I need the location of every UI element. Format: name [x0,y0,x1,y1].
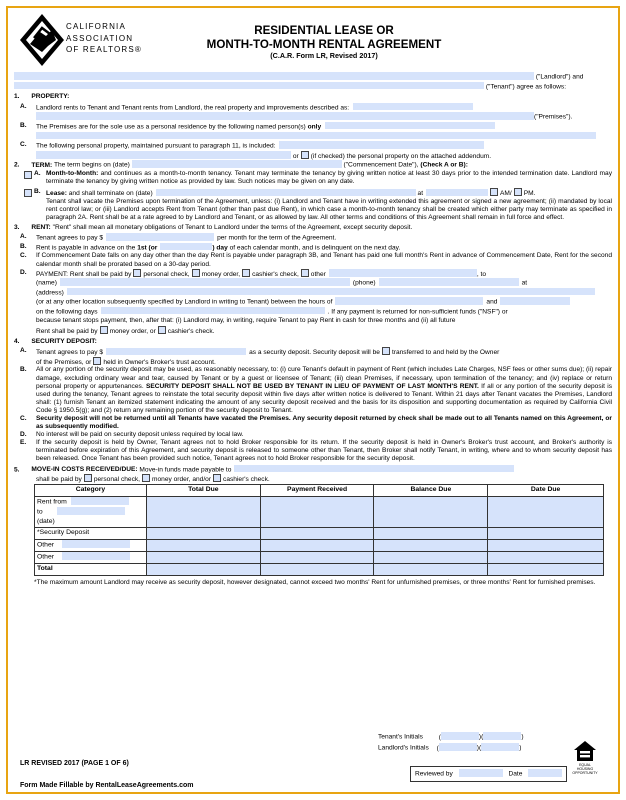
payment-days-field[interactable] [101,307,325,315]
lease-end-time-field[interactable] [426,189,488,197]
deposit-b-bold: SECURITY DEPOSIT SHALL NOT BE USED BY TENANT IN LIEU OF PAYMENT OF LAST MONTH'S RENT. [143,382,479,390]
other-payment-field[interactable] [329,269,477,277]
check-ab-label: (Check A or B): [420,161,468,169]
table-row [35,497,604,528]
tenant-initials-label: Tenant's Initials [378,733,423,741]
am-label: AM/ [500,190,512,197]
fillable-credit: Form Made Fillable by RentalLeaseAgreements.com [20,782,194,789]
rent-d [14,269,612,336]
other1-date-due[interactable] [488,539,604,551]
other2-balance-due[interactable] [374,551,488,563]
equal-housing-icon [573,740,597,762]
property-a [14,103,612,122]
rent-c [14,252,612,268]
deposit-a-mid: as a security deposit. Security deposit will be [249,349,380,357]
first-label: 1st (or [137,244,158,252]
deposit-c-text: Security deposit will not be returned until all Tenants have vacated the Premises. Any security deposit returned by check shall be made out to all Tenants named on this Agreement, or as subsequently modified. [36,414,612,430]
transfer-owner-label: transferred to and held by the Owner [391,349,500,357]
equal-housing-logo [572,740,598,775]
other2-cell [35,551,147,563]
para-letter: A. [34,169,41,177]
rent-heading [14,224,612,234]
tenant-initials-1-field[interactable] [438,732,479,741]
landlord-initials-label: Landlord's Initials [378,744,429,752]
rent-from-cell [35,497,147,528]
movein-cashiers-checkbox[interactable] [213,474,221,482]
address-label: (address) [36,289,64,297]
cashiers-check-label: cashier's check. [223,476,270,484]
personal-check-label: personal check, [143,270,190,278]
money-order-label: money order, or [109,328,156,336]
personal-check-checkbox[interactable] [133,269,141,277]
term-start-field[interactable] [132,160,342,168]
section-title: PROPERTY: [31,93,70,101]
other1-field[interactable] [62,540,130,548]
col-balance-due: Balance Due [374,485,488,497]
title-line1: RESIDENTIAL LEASE OR [254,24,394,37]
rent-total-due[interactable] [146,497,260,528]
deposit-heading [14,338,612,348]
section-title: RENT: [31,223,51,231]
landlord-name-field[interactable] [14,72,534,80]
deposit-balance-due[interactable] [374,527,488,539]
broker-trust-label: held in Owner's Broker's trust account. [103,358,216,366]
association-line1: CALIFORNIA [66,22,127,31]
para-letter: A. [20,102,27,110]
reviewed-by-label: Reviewed by [415,770,453,778]
form-code: (C.A.R. Form LR, Revised 2017) [270,51,378,61]
hours-end-field[interactable] [500,297,570,305]
rent-day-field[interactable] [160,243,212,251]
pm-checkbox[interactable] [514,188,522,196]
term-a [14,170,612,186]
future-money-order-checkbox[interactable] [100,326,108,334]
landlord-initials-2-field[interactable] [481,743,522,752]
money-order-label: money order, [201,270,241,278]
property-b [14,122,612,141]
revision-label: LR REVISED 2017 (PAGE 1 OF 6) [20,760,129,767]
deposit-b-text2: If all or any portion of the security deposit is used during the tenancy, Tenant agrees to reinstate the total security deposit within five days after written notice is delivered to Tenant. Within 21 days after Tenant vacates the Premises, Landlord shall: (1) furnish Tenant an itemized statement indicating the amount of any security deposit received and the basis for its disposition and supporting documentation as required by California Civil Code § 1950.5(g); and (2) return any remaining portion of the security deposit to Tenant. [36,382,612,414]
grand-date-due[interactable] [488,563,604,575]
rent-b-post: of each calendar month, and is delinquent on the next day. [227,244,401,252]
only-label: only [307,123,322,131]
commencement-label: ("Commencement Date"), [343,161,419,169]
tenant-label: ("Tenant") agree as follows: [485,83,567,91]
lease-text: and shall terminate on (date) [66,190,153,197]
table-header-row [35,485,604,497]
form-title [174,24,474,61]
property-c [14,141,612,160]
lease-checkbox[interactable] [24,189,32,197]
other-label: Other [37,541,54,549]
deposit-b [14,366,612,414]
para-letter: E. [20,438,27,446]
col-date-due: Date Due [488,485,604,497]
deposit-e-text: If the security deposit is held by Owner, Tenant agrees not to hold Broker responsible for its return. If the security deposit is held in Owner's Broker's trust account, and Broker's authority is terminated before expiration of this Agreement, and security deposit is released to someone other than Tenant, then Broker shall notify Tenant, in writing, where and to whom security deposit has been released. Once Tenant has been provided such notice, Tenant agrees not to hold Broker responsible for the security deposit. [36,438,612,462]
property-address-field[interactable] [353,103,473,111]
month-to-month-text: and continues as a month-to-month tenancy. Tenant may terminate the tenancy by giving written notice at least 30 days prior to the intended termination date. Landlord may terminate the tenancy by giving written notice as provided by law. Such notices may be given on any date. [46,169,612,185]
para-letter: B. [20,242,27,250]
paren: )( [476,744,482,752]
other-label: Other [37,553,54,561]
rent-to-field[interactable] [57,507,125,515]
total-cell: Total [35,563,147,575]
lease-end-date-field[interactable] [156,189,416,197]
days-label: on the following days [36,308,98,316]
premises-label: ("Premises"). [534,113,573,121]
paren: ) [519,744,522,752]
association-line3: OF REALTORS® [66,45,143,55]
deposit-a-text: Tenant agrees to pay $ [36,349,104,357]
personal-check-label: personal check, [93,476,141,484]
section-title: MOVE-IN COSTS RECEIVED/DUE: [31,466,138,474]
addendum-text: (if checked) the personal property on the attached addendum. [310,152,492,160]
landlord-initials-row [378,743,524,754]
money-order-checkbox[interactable] [192,269,200,277]
rent-balance-due[interactable] [374,497,488,528]
para-letter: B. [34,188,41,195]
movein-payment-row [14,474,612,484]
property-a-text: Landlord rents to Tenant and Tenant rents from Landlord, the real property and improvements described as: [36,104,350,112]
rent-from-label: Rent from [37,498,67,506]
other-payment-checkbox[interactable] [301,269,309,277]
payee-name-field[interactable] [60,278,350,286]
to-label: , to [476,270,486,278]
payment-text: PAYMENT: Rent shall be paid by [36,270,132,278]
other2-date-due[interactable] [488,551,604,563]
movein-heading [14,465,612,475]
term-b [14,188,612,222]
tenant-initials-2-field[interactable] [483,732,524,741]
title-line2: MONTH-TO-MONTH RENTAL AGREEMENT [206,38,442,52]
section-number: 1. [14,93,20,101]
review-date-field[interactable] [528,769,562,777]
month-to-month-label: Month-to-Month: [46,169,99,177]
rent-b-text: Rent is payable in advance on the [36,244,138,252]
table-row [35,539,604,551]
date-label: Date [508,770,523,778]
future-rent-text: Rent shall be paid by [36,328,98,336]
table-row [35,563,604,575]
deposit-d [14,431,612,439]
lease-page [14,10,612,789]
table-row [35,527,604,539]
movein-table [34,484,604,576]
monthly-rent-field[interactable] [106,233,214,241]
occupants-field[interactable] [325,122,495,130]
property-b-text: The Premises are for the sole use as a personal residence by the following named person(s) [36,123,308,131]
para-letter: D. [20,430,27,438]
section-number: 5. [14,466,20,474]
to-label: to [37,508,43,516]
at-label: at [521,279,528,287]
other2-payment-received[interactable] [260,551,374,563]
movein-intro: Move-in funds made payable to [137,466,232,474]
payee-address-field[interactable] [67,288,595,296]
review-box [410,766,567,782]
name-label: (name) [36,279,57,287]
personal-property-field[interactable] [279,141,484,149]
date-label: (date) [37,518,55,526]
deposit-payment-received[interactable] [260,527,374,539]
cashiers-check-checkbox[interactable] [242,269,250,277]
paren: ( [438,733,441,741]
other2-total-due[interactable] [146,551,260,563]
deposit-e [14,439,612,463]
movein-money-order-checkbox[interactable] [142,474,150,482]
rent-c-text: If Commencement Date falls on any day other than the day Rent is payable under paragraph 3B, and Tenant has paid one full month's Rent in advance of Commencement Date, Rent for the second calendar month shall be prorated based on a 30-day period. [36,252,612,268]
table-row [35,551,604,563]
term-intro: The term begins on (date) [53,161,130,169]
movein-payee-field[interactable] [234,465,514,473]
para-letter: C. [20,252,27,260]
month-to-month-checkbox[interactable] [24,171,32,179]
paren: ( [436,744,439,752]
cashiers-check-label: cashier's check, [252,270,299,278]
deposit-a [14,347,612,366]
deposit-amount-field[interactable] [106,348,246,356]
deposit-c [14,415,612,431]
rent-a-post: per month for the term of the Agreement. [217,234,337,242]
grand-balance-due[interactable] [374,563,488,575]
para-letter: C. [20,141,27,149]
occupants-field-2[interactable] [36,132,596,140]
at-label: at [417,190,424,197]
section-number: 2. [14,161,20,169]
deposit-total-due[interactable] [146,527,260,539]
paren: ) [521,733,524,741]
other-label: other [310,270,326,278]
tenant-name-field[interactable] [14,82,484,90]
association-name [66,21,142,56]
cashiers-check-label: cashier's check. [167,328,215,336]
para-letter: A. [20,233,27,241]
section-number: 4. [14,337,20,345]
section-number: 3. [14,223,20,231]
rent-intro: "Rent" shall mean all monetary obligations of Tenant to Landlord under the terms of the Agreement, except security deposit. [50,223,413,231]
stop-payment-text: because tenant stops payment, then, after that: (i) Landlord may, in writing, require Tenant to pay Rent in cash for three months and (ii) all future [36,316,456,324]
rent-a [14,233,612,243]
addendum-checkbox[interactable] [301,151,309,159]
deposit-d-text: No interest will be paid on security deposit unless required by local law. [36,430,244,438]
deposit-footnote: *The maximum amount Landlord may receive as security deposit, however designated, cannot exceed two months' Rent for unfurnished premises, or three months' Rent for furnished premises. [34,578,596,586]
landlord-initials-1-field[interactable] [436,743,477,752]
transfer-owner-checkbox[interactable] [382,347,390,355]
nsf-text: . If any payment is returned for non-sufficient funds ("NSF") or [327,308,508,316]
reviewed-by-field[interactable] [459,769,503,777]
landlord-label: ("Landlord") and [535,73,584,81]
tenant-row [14,82,612,92]
tenant-initials-row [378,732,524,743]
section-title: TERM: [31,161,53,169]
lease-label: Lease: [46,190,67,197]
header [14,10,612,72]
deposit-b-text: All or any portion of the security deposit may be used, as reasonably necessary, to: (i) cure Tenant's default in payment of Rent (which includes Late Charges, NSF fees or other sums due); (ii) repair damage, excluding ordinary wear and tear, caused by Tenant or by a guest or licensee of Tenant; (iii) clean Premises, if necessary, upon termination of the tenancy; and (iv) replace or return personal property or appurtenances. [36,366,612,390]
grand-total-due[interactable] [146,563,260,575]
rent-a-text: Tenant agrees to pay $ [36,234,104,242]
other1-cell [35,539,147,551]
broker-trust-checkbox[interactable] [93,357,101,365]
phone-label: (phone) [352,279,376,287]
rent-from-field[interactable] [71,497,129,505]
para-letter: C. [20,414,27,422]
col-total-due: Total Due [146,485,260,497]
para-letter: B. [20,366,27,374]
or-label: or [292,152,299,160]
and-label: and [486,298,498,306]
rent-date-due[interactable] [488,497,604,528]
eho-line2: OPPORTUNITY [572,770,598,775]
other1-payment-received[interactable] [260,539,374,551]
para-letter: B. [20,121,27,129]
rent-payment-received[interactable] [260,497,374,528]
deposit-cell: *Security Deposit [35,527,147,539]
eho-line1: EQUAL HOUSING [576,762,594,771]
col-category: Category [35,485,147,497]
day-label: ) day [212,244,228,252]
payee-phone-field[interactable] [379,278,519,286]
am-checkbox[interactable] [490,188,498,196]
grand-payment-received[interactable] [260,563,374,575]
other1-balance-due[interactable] [374,539,488,551]
para-letter: A. [20,347,27,355]
future-cashiers-check-checkbox[interactable] [158,326,166,334]
para-letter: D. [20,268,27,276]
col-payment-received: Payment Received [260,485,374,497]
association-line2: ASSOCIATION [66,33,134,43]
hours-start-field[interactable] [335,297,483,305]
personal-property-field-2[interactable] [36,151,291,159]
rent-b [14,243,612,253]
money-order-label: money order, and/or [152,476,212,484]
paid-by-label: shall be paid by [36,476,82,484]
term-heading [14,160,612,170]
property-heading [14,93,612,103]
other-location-text: (or at any other location subsequently specified by Landlord in writing to Tenant) between the hours of [36,298,333,306]
movein-check-checkbox[interactable] [84,474,92,482]
section-title: SECURITY DEPOSIT: [31,337,97,345]
property-address-field-2[interactable] [36,112,534,120]
pm-label: PM. [523,190,536,197]
deposit-date-due[interactable] [488,527,604,539]
property-c-text: The following personal property, maintained pursuant to paragraph 11, is included: [36,142,276,150]
initials-block [378,732,524,754]
other1-total-due[interactable] [146,539,260,551]
lease-terms-text: Tenant shall vacate the Premises upon termination of the Agreement, unless: (i) Landlord and Tenant have in writing extended this agreement or signed a new agreement; (ii) mandated by local rent control law; or (iii) Landlord accepts Rent from Tenant (other than past due Rent), in which case a month-to-month tenancy shall be created which either party may terminate as specified in paragraph 2A. Rent shall be at a rate agreed to by Landlord and Tenant, or as allowed by law. All other terms and conditions of this Agreement shall remain in full force and effect. [46,197,612,221]
deposit-a-line2: of the Premises, or [36,358,92,366]
paren: )( [478,733,484,741]
landlord-row [14,72,612,82]
other2-field[interactable] [62,552,130,560]
